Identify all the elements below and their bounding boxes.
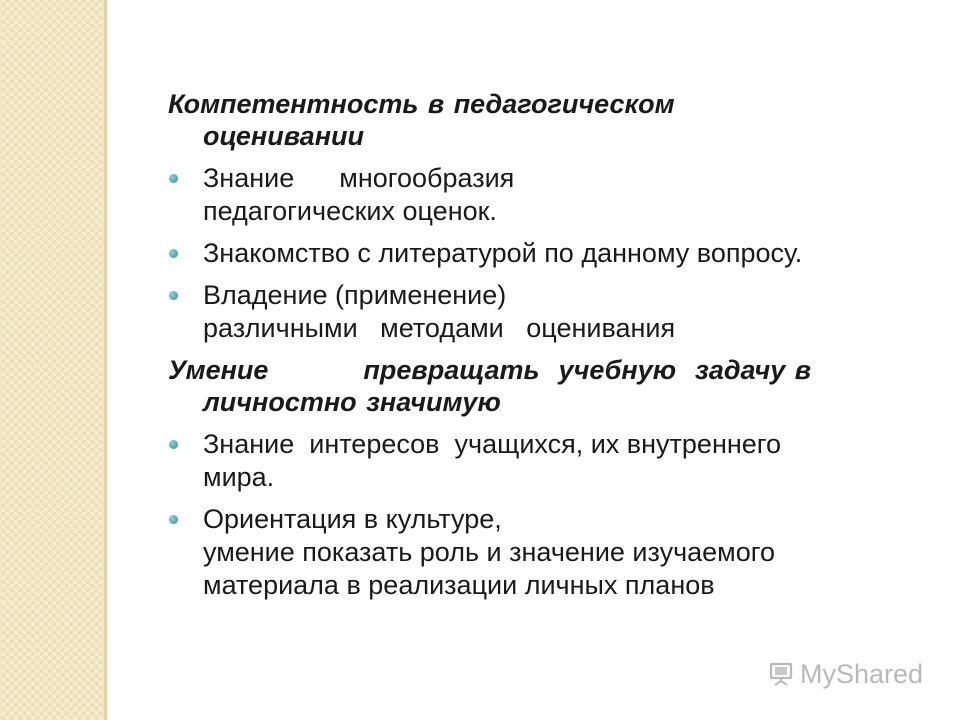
list-item-line: различными методами оценивания [203, 313, 676, 343]
slide-content [168, 88, 908, 611]
list-item [168, 503, 908, 602]
heading-line: Умение превращать учебную задачу в [168, 355, 812, 385]
heading-personal-significance [168, 354, 908, 418]
bullet-icon [169, 249, 178, 258]
list-item-line: умение показать роль и значение изучаемого [203, 537, 776, 567]
side-band-edge [104, 0, 107, 720]
presentation-board-icon [768, 661, 794, 687]
list-item-line: Знакомство с литературой по данному вопросу. [203, 238, 803, 268]
list-item-line: материала в реализации личных планов [203, 570, 715, 600]
list-item-line: мира. [203, 462, 275, 492]
heading-line: личностно значимую [203, 387, 501, 417]
list-item-line: педагогических оценок. [203, 196, 497, 226]
bullet-icon [169, 515, 178, 524]
list-item-line: Владение (применение) [203, 280, 507, 310]
list-item-line: Знание многообразия [203, 163, 515, 193]
watermark-logo [768, 656, 923, 692]
list-item [168, 428, 908, 494]
watermark-text: MyShared [800, 658, 924, 689]
list-item-line: Ориентация в культуре, [203, 504, 502, 534]
list-item [168, 162, 908, 228]
bullet-icon [169, 174, 178, 183]
heading-line: Компетентность в педагогическом [168, 89, 675, 119]
list-item-line: Знание интересов учащихся, их внутреннего [203, 429, 782, 459]
bullet-icon [169, 440, 178, 449]
bullet-icon [169, 291, 178, 300]
list-item [168, 237, 908, 270]
heading-competence-assessment [168, 88, 908, 152]
list-item [168, 279, 908, 345]
decorative-side-band [0, 0, 104, 720]
heading-line: оценивании [203, 121, 364, 151]
